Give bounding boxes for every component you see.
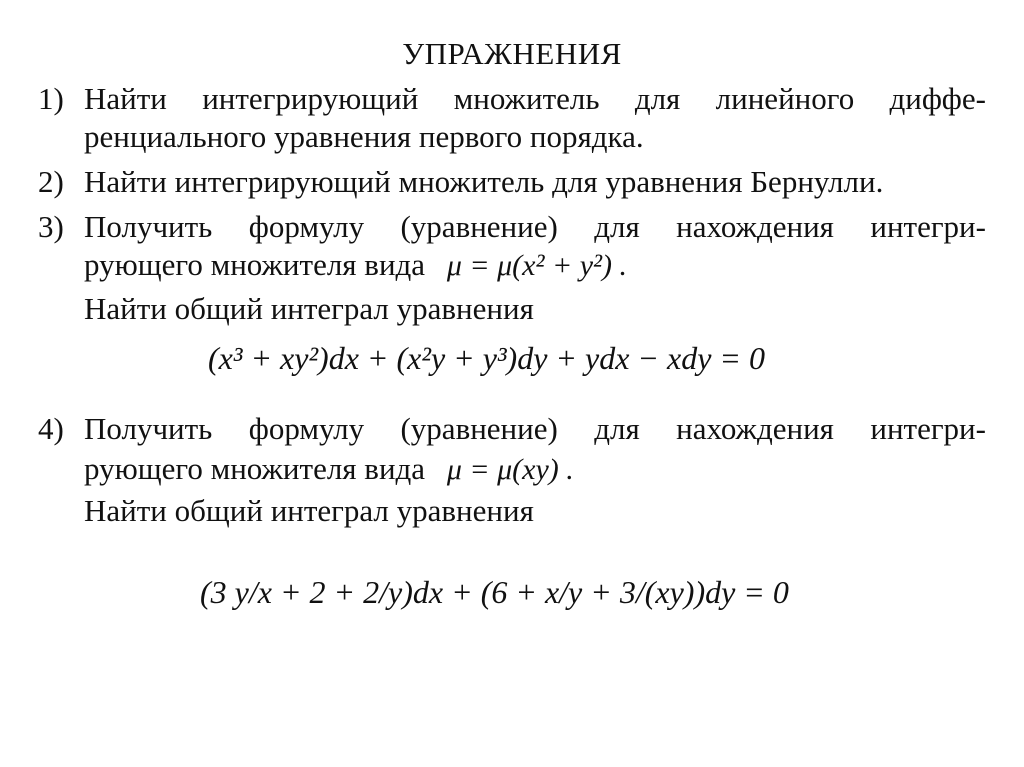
item-4-line-1	[84, 410, 986, 448]
item-3-line-2-text: рующего множителя вида	[84, 247, 426, 282]
item-4-number: 4)	[38, 411, 64, 446]
item-1-word: множитель	[453, 81, 600, 116]
item-4-mu-formula: μ = μ(xy) .	[446, 453, 574, 486]
item-1-word: интегрирующий	[202, 81, 419, 116]
item-3-mu-formula: μ = μ(x² + y²) .	[446, 249, 628, 282]
item-4-word: формулу	[248, 411, 365, 446]
item-3-word: для	[594, 209, 640, 244]
item-1-word: Найти	[84, 81, 167, 116]
item-3-word: интегри-	[870, 209, 986, 244]
item-3-line-2	[84, 246, 627, 286]
item-3-word: формулу	[248, 209, 365, 244]
item-2-line-1: Найти интегрирующий множитель для уравнения Бернулли.	[84, 164, 884, 199]
item-3-line-3: Найти общий интеграл уравнения	[84, 291, 534, 326]
item-4-word: интегри-	[870, 411, 986, 446]
item-1-line-2: ренциального уравнения первого порядка.	[84, 119, 644, 154]
item-1-word: для	[634, 81, 681, 116]
item-1-word: диффе-	[889, 81, 986, 116]
item-4-line-3: Найти общий интеграл уравнения	[84, 493, 534, 528]
item-2-number: 2)	[38, 164, 64, 199]
item-4-line-2-text: рующего множителя вида	[84, 451, 426, 486]
item-1-word: линейного	[715, 81, 855, 116]
item-3-word: (уравнение)	[400, 209, 558, 244]
item-3-line-1	[84, 208, 986, 246]
item-3-word: нахождения	[676, 209, 834, 244]
item-4-word: нахождения	[676, 411, 834, 446]
item-4-line-2	[84, 450, 574, 490]
slide-title: УПРАЖНЕНИЯ	[402, 36, 622, 71]
item-4-word: Получить	[84, 411, 213, 446]
item-3-equation: (x³ + xy²)dx + (x²y + y³)dy + ydx − xdy = 0	[208, 340, 765, 376]
item-4-word: для	[594, 411, 640, 446]
item-3-word: Получить	[84, 209, 213, 244]
item-3-number: 3)	[38, 209, 64, 244]
item-4-equation: (3 y/x + 2 + 2/y)dx + (6 + x/y + 3/(xy))dy = 0	[200, 574, 789, 610]
item-1-number: 1)	[38, 81, 64, 116]
item-1-line-1	[84, 80, 986, 118]
item-4-word: (уравнение)	[400, 411, 558, 446]
